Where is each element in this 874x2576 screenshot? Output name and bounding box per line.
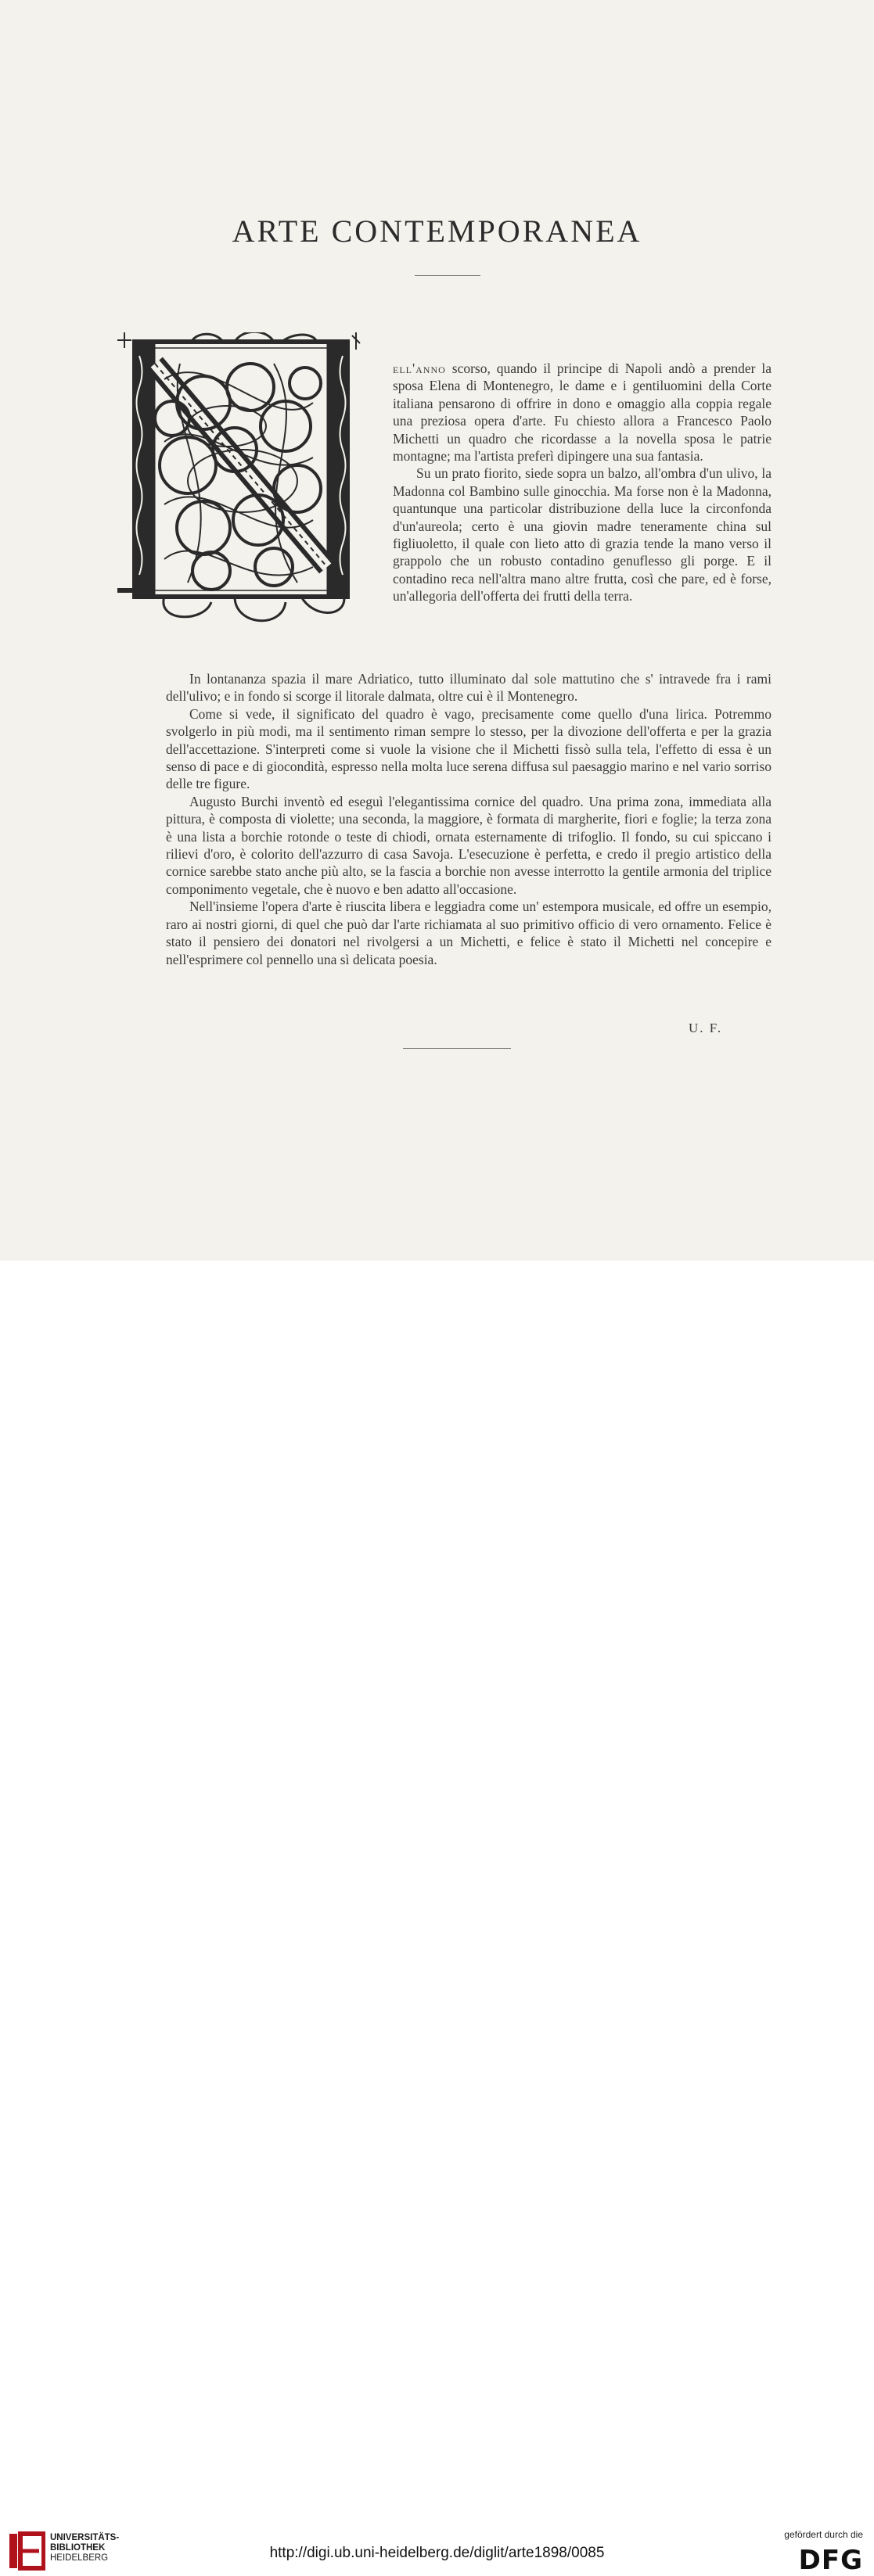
scanned-page [0,0,874,1261]
library-name: UNIVERSITÄTS- BIBLIOTHEK HEIDELBERG [50,2533,120,2563]
lead-text: scorso, quando il principe di Napoli andò a prender la sposa Elena di Montenegro, le dame e i gentiluomini della Corte italiana pensarono di offrire in dono e omaggio alla coppia regale una preziosa opera d'arte. Fu chiesto allora a Francesco Paolo Michetti un quadro che ricordasse a la novella sposa le patrie montagne; ma l'artista preferì dipingere una sua fantasia. [393,361,771,465]
paragraph-6: Nell'insieme l'opera d'arte è riuscita libera e leggiadra come un' estempora musicale, ed offre un esempio, raro ai nostri giorni, di quel che può dar l'arte richiamata al suo primitivo officio di vero ornamento. Felice è stato il pensiero dei donatori nel rivolgersi a un Michetti, e felice è stato il Michetti nel concepire e nell'esprimere col pennello una sì delicata poesia. [166,899,771,967]
paragraph-5: Augusto Burchi inventò ed eseguì l'elegantissima cornice del quadro. Una prima zona, immediata alla pittura, è composta di violette; una seconda, la maggiore, è formata di margherite, fiori e foglie; la terza zona è una lista a borchie rotonde o teste di chiodi, ornata esternamente di trifoglio. Il fondo, su cui spiccano i rilievi d'oro, è colorito dell'azzurro di casa Savoja. L'esecuzione è perfetta, e credo il pregio artistico della cornice sarebbe stato anche più alto, se la fascia a borchie non avesse interrotto la gentile armonia del triplice componimento vegetale, che è nuovo e ben adatto all'occasione. [166,793,771,897]
source-url-link[interactable]: http://digi.ub.uni-heidelberg.de/diglit/arte1898/0085 [269,2545,605,2561]
digitization-footer [0,1261,874,2576]
article-title: ARTE CONTEMPORANEA [232,213,642,249]
funding-note: gefördert durch die [784,2529,863,2540]
paragraph-4: Come si vede, il significato del quadro è vago, precisamente come quello d'una lirica. Potremmo svolgerlo in più modi, ma il sentimento riman sempre lo stesso, per la divozione dell'offerta e per la grazia dell'accettazione. S'interpreti come si vuole la visione che il Michetti fissò sulla tela, l'effetto di essa è un senso di pace e di giocondità, espresso nella molta luce serena diffusa sul paesaggio marino e nel vario sorriso delle tre figure. [166,705,771,792]
article-body [166,670,771,968]
author-signature: U. F. [689,1021,723,1035]
paragraph-3: In lontananza spazia il mare Adriatico, tutto illuminato dal sole mattutino che s' intravede fra i rami dell'ulivo; e in fondo si scorge il litorale dalmata, oltre cui è il Montenegro. [166,671,771,705]
ornamental-initial-n [117,332,387,653]
lead-smallcaps: ell'anno [393,361,446,376]
title-divider [415,275,480,276]
end-divider [403,1048,511,1049]
lead-paragraph [393,360,771,465]
dfg-logo: DFG [798,2545,863,2576]
paragraph-2: Su un prato fiorito, siede sopra un balzo, all'ombra d'un ulivo, la Madonna col Bambino sulle ginocchia. Ma forse non è la Madonna, quantunque una particolar distribuzione della luce la circonfonda d'un'aureola; certo è una giovin madre teneramente china sul figliuoletto, il quale con lieto atto di grazia tende la mano verso il grappolo che un robusto contadino genuflesso gli porge. E il contadino reca nell'altra mano altre frutta, così che pare, ed è forse, un'allegoria dell'offerta dei frutti della terra. [393,465,771,605]
article-opening-column [393,360,771,605]
